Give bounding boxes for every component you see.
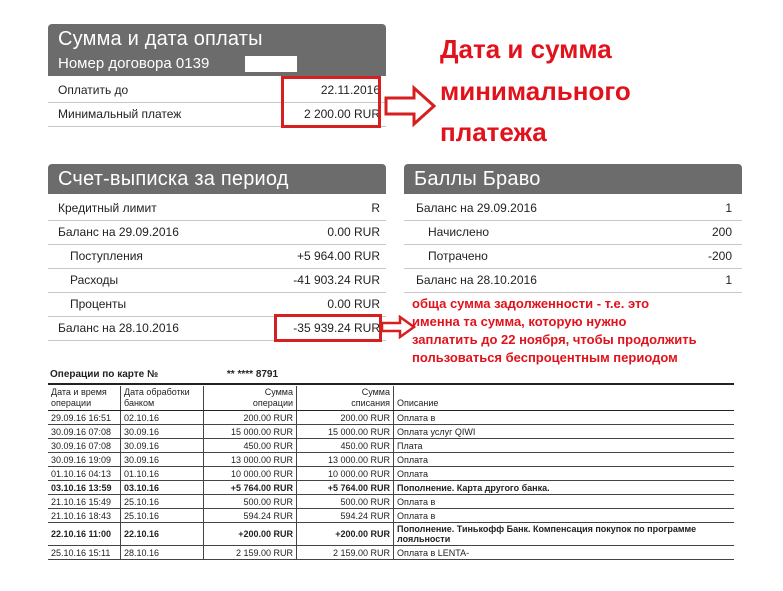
table-cell-desc: Оплата в	[394, 495, 735, 509]
statement-panel-title: Счет-выписка за период	[58, 168, 289, 190]
highlight-box-balance	[274, 314, 382, 342]
annotation-bottom-line-4: пользоваться беспроцентным периодом	[412, 350, 678, 365]
table-cell-d2: 25.10.16	[121, 495, 204, 509]
table-cell-d2: 28.10.16	[121, 546, 204, 560]
table-cell-d2: 03.10.16	[121, 481, 204, 495]
row-value: 0.00 RUR	[327, 297, 380, 311]
table-cell-desc: Пополнение. Тинькофф Банк. Компенсация покупок по программе лояльности	[394, 523, 735, 546]
table-row	[48, 439, 734, 453]
row-value: -41 903.24 RUR	[293, 273, 380, 287]
table-cell-a2: 594.24 RUR	[297, 509, 394, 523]
row-label: Оплатить до	[58, 83, 129, 97]
bonus-row	[404, 268, 742, 293]
col-header-line: Описание	[397, 398, 439, 408]
table-cell-desc: Оплата	[394, 453, 735, 467]
table-cell-d2: 30.09.16	[121, 453, 204, 467]
row-label: Кредитный лимит	[58, 201, 157, 215]
annotation-bottom-line-2: именна та сумма, которую нужно	[412, 314, 627, 329]
table-cell-d1: 22.10.16 11:00	[48, 523, 121, 546]
annotation-top-line-3: платежа	[440, 117, 547, 147]
statement-row	[48, 244, 386, 269]
table-cell-a1: +200.00 RUR	[204, 523, 297, 546]
table-cell-desc: Оплата	[394, 467, 735, 481]
col-header	[297, 386, 394, 411]
col-header-line: Дата обработки	[124, 387, 190, 397]
table-cell-a1: 594.24 RUR	[204, 509, 297, 523]
table-cell-a2: 2 159.00 RUR	[297, 546, 394, 560]
table-cell-a1: 2 159.00 RUR	[204, 546, 297, 560]
table-header-row	[48, 386, 734, 411]
table-cell-desc: Оплата услуг QIWI	[394, 425, 735, 439]
row-label: Поступления	[70, 249, 143, 263]
table-cell-a2: +200.00 RUR	[297, 523, 394, 546]
table-cell-desc: Плата	[394, 439, 735, 453]
table-cell-a1: 10 000.00 RUR	[204, 467, 297, 481]
table-row	[48, 509, 734, 523]
table-cell-a1: 500.00 RUR	[204, 495, 297, 509]
annotation-top-line-1: Дата и сумма	[440, 34, 612, 64]
col-header-line: операции	[252, 398, 293, 408]
table-row	[48, 425, 734, 439]
annotation-bottom-line-1: обща сумма задолженности - т.е. это	[412, 296, 650, 311]
table-row	[48, 523, 734, 546]
table-cell-a2: 10 000.00 RUR	[297, 467, 394, 481]
table-cell-desc: Оплата в	[394, 509, 735, 523]
table-row	[48, 411, 734, 425]
contract-redaction	[245, 56, 297, 72]
table-cell-a2: 500.00 RUR	[297, 495, 394, 509]
contract-number-label: Номер договора 0139	[58, 55, 210, 72]
arrow-right-icon	[380, 315, 416, 339]
row-value: -35 939.24 RUR	[293, 321, 380, 335]
row-value: -200	[707, 249, 732, 263]
table-cell-a2: 15 000.00 RUR	[297, 425, 394, 439]
card-mask: ** **** 8791	[226, 369, 279, 380]
operations-table	[48, 386, 734, 560]
row-label: Баланс на 28.10.2016	[416, 273, 537, 287]
table-cell-d1: 21.10.16 18:43	[48, 509, 121, 523]
table-cell-d1: 01.10.16 04:13	[48, 467, 121, 481]
table-cell-desc: Пополнение. Карта другого банка.	[394, 481, 735, 495]
operations-divider	[48, 383, 734, 385]
col-header-line: Дата и время	[51, 387, 107, 397]
payment-panel-title: Сумма и дата оплаты	[58, 28, 263, 50]
row-label: Баланс на 29.09.2016	[58, 225, 179, 239]
table-cell-d1: 30.09.16 07:08	[48, 425, 121, 439]
table-cell-d2: 30.09.16	[121, 425, 204, 439]
table-cell-d2: 22.10.16	[121, 523, 204, 546]
table-cell-a1: 200.00 RUR	[204, 411, 297, 425]
table-row	[48, 467, 734, 481]
table-cell-d2: 01.10.16	[121, 467, 204, 481]
table-cell-a1: 450.00 RUR	[204, 439, 297, 453]
arrow-right-icon	[384, 84, 436, 128]
table-cell-d1: 25.10.16 15:11	[48, 546, 121, 560]
operations-title	[50, 369, 278, 380]
col-header	[204, 386, 297, 411]
table-cell-d1: 03.10.16 13:59	[48, 481, 121, 495]
table-cell-d1: 21.10.16 15:49	[48, 495, 121, 509]
table-cell-a2: 450.00 RUR	[297, 439, 394, 453]
row-label: Расходы	[70, 273, 119, 287]
bonus-panel-header	[404, 164, 742, 194]
row-value: 22.11.2016	[320, 83, 380, 97]
table-cell-d1: 30.09.16 19:09	[48, 453, 121, 467]
table-row	[48, 495, 734, 509]
col-header-line: Сумма	[361, 387, 390, 397]
statement-row	[48, 268, 386, 293]
col-header	[121, 386, 204, 411]
row-label: Начислено	[428, 225, 490, 239]
row-value: 1	[725, 201, 732, 215]
col-header	[48, 386, 121, 411]
col-header-line: Сумма	[264, 387, 293, 397]
row-label: Потрачено	[428, 249, 488, 263]
table-cell-d2: 02.10.16	[121, 411, 204, 425]
table-cell-a2: +5 764.00 RUR	[297, 481, 394, 495]
statement-panel-header	[48, 164, 386, 194]
annotation-bottom-line-3: заплатить до 22 ноября, чтобы продолжить	[412, 332, 697, 347]
table-cell-a1: 15 000.00 RUR	[204, 425, 297, 439]
table-row	[48, 546, 734, 560]
bonus-row	[404, 196, 742, 221]
col-header-line: списания	[351, 398, 390, 408]
col-header-line: банком	[124, 398, 155, 408]
col-header-line: операции	[51, 398, 92, 408]
table-cell-d1: 30.09.16 07:08	[48, 439, 121, 453]
table-cell-d1: 29.09.16 16:51	[48, 411, 121, 425]
bonus-panel-title: Баллы Браво	[414, 168, 541, 190]
col-header	[394, 386, 735, 411]
table-cell-a1: +5 764.00 RUR	[204, 481, 297, 495]
bonus-row	[404, 220, 742, 245]
row-value: 0.00 RUR	[327, 225, 380, 239]
table-row	[48, 481, 734, 495]
statement-row	[48, 196, 386, 221]
table-cell-desc: Оплата в LENTA-	[394, 546, 735, 560]
table-cell-a2: 200.00 RUR	[297, 411, 394, 425]
row-value: +5 964.00 RUR	[296, 249, 380, 263]
table-row	[48, 453, 734, 467]
row-label: Баланс на 28.10.2016	[58, 321, 179, 335]
table-cell-d2: 30.09.16	[121, 439, 204, 453]
row-label: Проценты	[70, 297, 127, 311]
operations-title-text: Операции по карте №	[50, 369, 159, 380]
table-cell-d2: 25.10.16	[121, 509, 204, 523]
table-cell-desc: Оплата в	[394, 411, 735, 425]
highlight-box-top	[281, 76, 381, 128]
row-value: 2 200.00 RUR	[303, 107, 380, 121]
row-value: 200	[711, 225, 732, 239]
annotation-top-line-2: минимального	[440, 76, 631, 106]
row-value: R	[371, 201, 380, 215]
statement-row	[48, 220, 386, 245]
bonus-row	[404, 244, 742, 269]
row-label: Баланс на 29.09.2016	[416, 201, 537, 215]
row-label: Минимальный платеж	[58, 107, 182, 121]
row-value: 1	[725, 273, 732, 287]
table-cell-a2: 13 000.00 RUR	[297, 453, 394, 467]
table-cell-a1: 13 000.00 RUR	[204, 453, 297, 467]
payment-panel-header	[48, 24, 386, 76]
